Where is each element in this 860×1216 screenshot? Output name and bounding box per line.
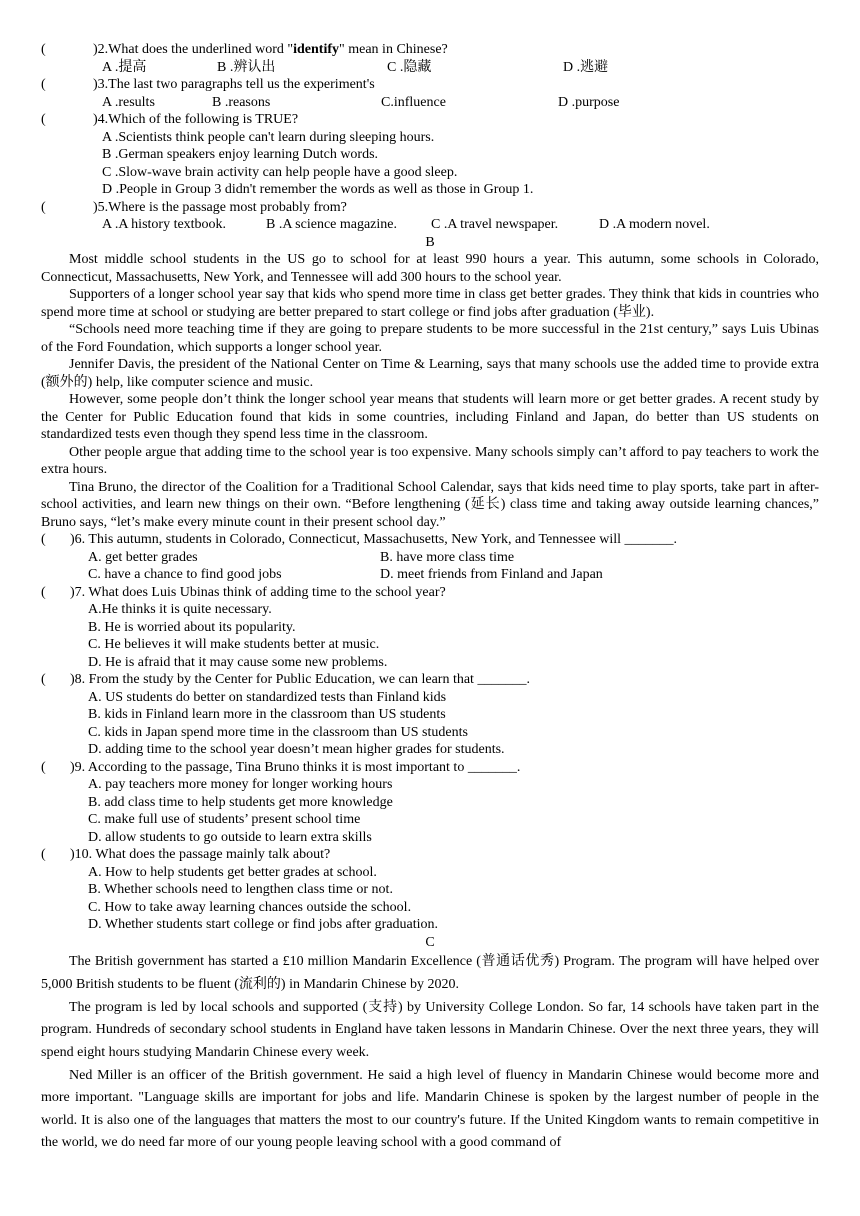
option-b: B. add class time to help students get more knowledge — [88, 794, 393, 810]
option-d: D .purpose — [558, 94, 620, 110]
question-6-options — [41, 549, 819, 567]
answer-blank[interactable]: ( — [41, 532, 46, 547]
option-a: A .results — [102, 94, 155, 110]
option-b: B. He is worried about its popularity. — [88, 619, 296, 635]
question-10-options — [41, 864, 819, 934]
option-b: B .辨认出 — [217, 59, 276, 75]
question-3-options — [41, 94, 819, 112]
question-5: ( )5.Where is the passage most probably from? — [41, 199, 347, 215]
section-b-heading: B — [425, 234, 435, 250]
option-c: C .隐藏 — [387, 59, 432, 75]
answer-blank[interactable]: ( — [41, 672, 46, 687]
question-4-options — [41, 129, 819, 199]
question-10: ( )10. What does the passage mainly talk about? — [41, 847, 331, 862]
question-8: ( )8. From the study by the Center for Public Education, we can learn that _______. — [41, 672, 530, 687]
paragraph: Jennifer Davis, the president of the National Center on Time & Learning, says that many schools use the added time to provide extra (额外的) help, like computer science and music. — [41, 357, 819, 390]
option-b: B .German speakers enjoy learning Dutch words. — [102, 147, 379, 162]
paragraph: Ned Miller is an officer of the British government. He said a high level of fluency in Mandarin Chinese would become more and more important. "Language skills are important for jobs and life. Mandarin Chinese is spoken by the largest number of people in the world. It is also one of the languages that matters the most to our country's future. If the United Kingdom wants to remain competitive in the world, we do need far more of our young people leaving school with a good command of — [41, 1067, 819, 1150]
question-6: ( )6. This autumn, students in Colorado, Connecticut, Massachusetts, New York, and Tennessee will _______. — [41, 532, 678, 547]
question-7: ( )7. What does Luis Ubinas think of adding time to the school year? — [41, 584, 446, 600]
option-b: B .A science magazine. — [266, 217, 398, 232]
option-c: C. kids in Japan spend more time in the classroom than US students — [88, 724, 468, 740]
option-b: B. kids in Finland learn more in the classroom than US students — [88, 707, 446, 722]
option-d: D .A modern novel. — [599, 217, 710, 232]
option-d: D. Whether students start college or find jobs after graduation. — [88, 917, 439, 932]
option-c: C. have a chance to find good jobs — [88, 567, 282, 582]
option-a: A. How to help students get better grades at school. — [88, 864, 377, 880]
option-a: A .A history textbook. — [102, 217, 227, 232]
answer-blank[interactable]: ( — [41, 584, 46, 600]
option-c: C. How to take away learning chances outside the school. — [88, 899, 412, 915]
option-d: D. meet friends from Finland and Japan — [380, 567, 603, 582]
option-a: A .提高 — [102, 59, 147, 75]
option-c: C.influence — [381, 94, 446, 110]
passage-c — [41, 951, 819, 1155]
answer-blank[interactable]: ( — [41, 42, 46, 57]
worksheet-page — [41, 41, 819, 1155]
option-d: D. adding time to the school year doesn’t mean higher grades for students. — [88, 742, 505, 757]
answer-blank[interactable]: ( — [41, 199, 46, 215]
option-a: A. US students do better on standardized tests than Finland kids — [88, 689, 447, 705]
question-5-options — [41, 216, 819, 234]
option-b: B .reasons — [212, 94, 271, 110]
question-8-options — [41, 689, 819, 759]
option-d: D. He is afraid that it may cause some new problems. — [88, 654, 388, 670]
section-c-heading: C — [425, 934, 435, 950]
answer-blank[interactable]: ( — [41, 77, 46, 92]
question-9: ( )9. According to the passage, Tina Bruno thinks it is most important to _______. — [41, 759, 521, 775]
option-c: C. He believes it will make students better at music. — [88, 637, 380, 652]
option-c: C .Slow-wave brain activity can help people have a good sleep. — [102, 164, 458, 180]
question-3: ( )3.The last two paragraphs tell us the experiment's — [41, 77, 375, 92]
paragraph: The program is led by local schools and supported (支持) by University College London. So far, 14 schools have taken part in the program. Hundreds of secondary school students in England have taken lessons in Mandarin Chinese. Over the next three years, they will spend eight hours studying Mandarin Chinese every week. — [41, 999, 819, 1060]
answer-blank[interactable]: ( — [41, 112, 46, 127]
option-d: D .People in Group 3 didn't remember the words as well as those in Group 1. — [102, 182, 534, 197]
passage-b — [41, 251, 819, 531]
question-7-options — [41, 601, 819, 671]
option-a: A.He thinks it is quite necessary. — [88, 602, 272, 617]
option-c: C. make full use of students’ present school time — [88, 812, 361, 827]
question-2: ( )2.What does the underlined word "identify" mean in Chinese? — [41, 42, 448, 57]
answer-blank[interactable]: ( — [41, 759, 46, 775]
underlined-word: identify — [293, 42, 340, 57]
paragraph: Supporters of a longer school year say that kids who spend more time in class get better grades. They think that kids in countries who spend more time at school or studying are better prepared to start college or find jobs after graduation (毕业). — [41, 287, 819, 320]
option-b: B. Whether schools need to lengthen class time or not. — [88, 882, 393, 897]
paragraph: The British government has started a £10 million Mandarin Excellence (普通话优秀) Program. The program will have helped over 5,000 British students to be fluent (流利的) in Mandarin Chinese by 2020. — [41, 954, 819, 992]
question-4: ( )4.Which of the following is TRUE? — [41, 112, 299, 127]
option-c: C .A travel newspaper. — [431, 217, 559, 232]
option-a: A .Scientists think people can't learn during sleeping hours. — [102, 129, 435, 145]
paragraph: Most middle school students in the US go to school for at least 990 hours a year. This autumn, some schools in Colorado, Connecticut, Massachusetts, New York, and Tennessee will add 300 hours to the school year. — [41, 252, 819, 285]
question-6-options-row2 — [41, 566, 819, 584]
option-b: B. have more class time — [380, 549, 515, 565]
option-a: A. pay teachers more money for longer working hours — [88, 777, 393, 792]
question-2-options — [41, 59, 819, 77]
answer-blank[interactable]: ( — [41, 847, 46, 862]
paragraph: Other people argue that adding time to the school year is too expensive. Many schools simply can’t afford to pay teachers to work the extra hours. — [41, 444, 819, 477]
option-a: A. get better grades — [88, 549, 198, 565]
paragraph: “Schools need more teaching time if they are going to prepare students to be more successful in the 21st century,” says Luis Ubinas of the Ford Foundation, which supports a longer school year. — [41, 322, 819, 355]
option-d: D. allow students to go outside to learn extra skills — [88, 829, 372, 845]
question-9-options — [41, 776, 819, 846]
paragraph: However, some people don’t think the longer school year means that students will learn more or get better grades. A recent study by the Center for Public Education found that kids in some countries, including Finland and Japan, do better than US students on standardized tests even though they spend less time in the classroom. — [41, 392, 819, 442]
option-d: D .逃避 — [563, 59, 609, 75]
paragraph: Tina Bruno, the director of the Coalition for a Traditional School Calendar, says that kids need time to play sports, take part in after-school activities, and learn new things on their own. “Before lengthening (延长) class time and taking away outside learning chances,” Bruno says, “let’s make every minute count in their present school day.” — [41, 479, 819, 530]
